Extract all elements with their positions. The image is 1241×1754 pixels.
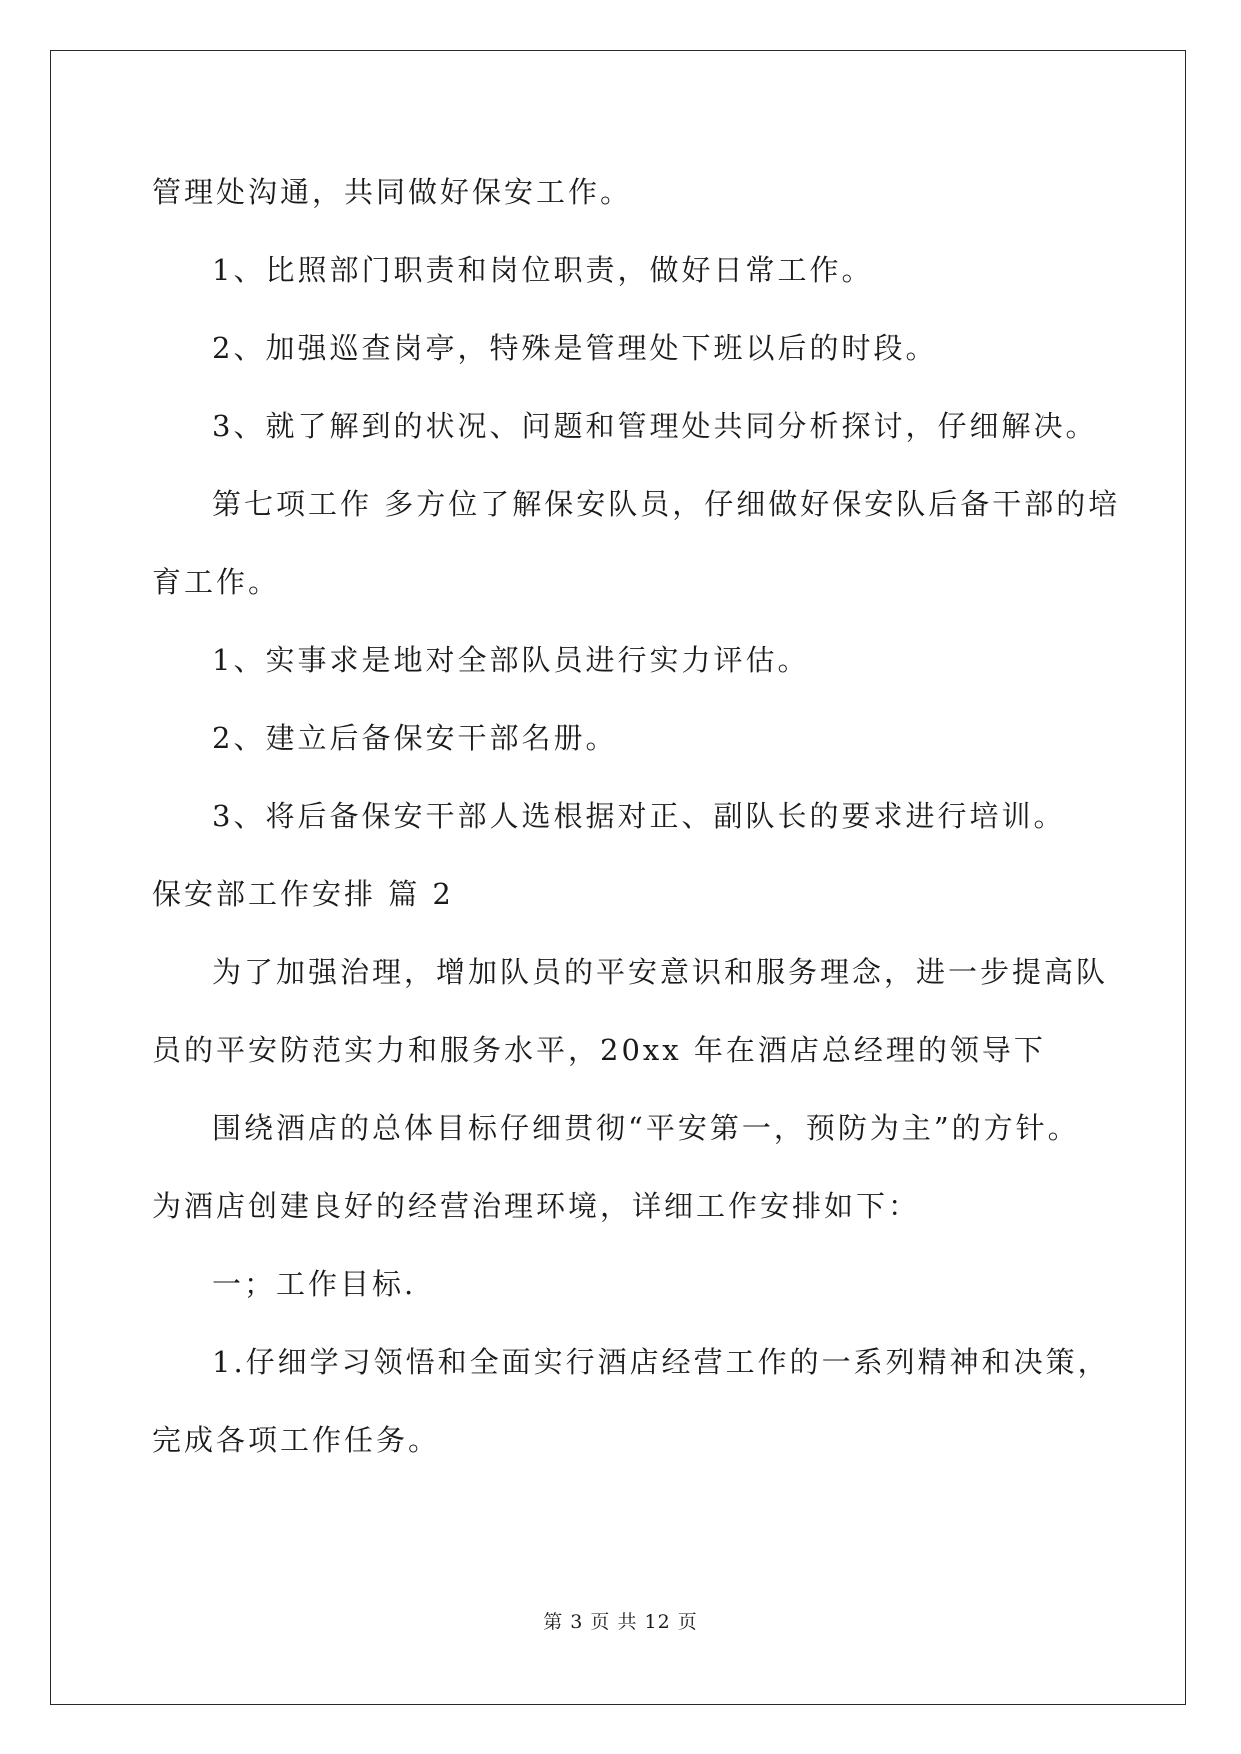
- text-line: 3、就了解到的状况、问题和管理处共同分析探讨，仔细解决。: [212, 409, 1098, 443]
- text-line: 第七项工作 多方位了解保安队员，仔细做好保安队后备干部的培: [212, 487, 1121, 521]
- text-line: 1、比照部门职责和岗位职责，做好日常工作。: [212, 253, 874, 287]
- text-line: 管理处沟通，共同做好保安工作。: [152, 175, 633, 209]
- text-line: 一；工作目标.: [212, 1267, 417, 1301]
- text-line: 2、加强巡查岗亭，特殊是管理处下班以后的时段。: [212, 331, 938, 365]
- text-line: 完成各项工作任务。: [152, 1423, 441, 1457]
- text-line: 2、建立后备保安干部名册。: [212, 721, 618, 755]
- text-line: 3、将后备保安干部人选根据对正、副队长的要求进行培训。: [212, 799, 1066, 833]
- section-heading: 保安部工作安排 篇 2: [152, 877, 454, 911]
- text-line: 1、实事求是地对全部队员进行实力评估。: [212, 643, 810, 677]
- text-line: 围绕酒店的总体目标仔细贯彻“平安第一，预防为主”的方针。: [212, 1111, 1080, 1145]
- text-line: 为酒店创建良好的经营治理环境，详细工作安排如下：: [152, 1189, 921, 1223]
- text-line: 育工作。: [152, 565, 281, 599]
- page-number: 第 3 页 共 12 页: [543, 1611, 698, 1633]
- text-line: 1.仔细学习领悟和全面实行酒店经营工作的一系列精神和决策，: [212, 1345, 1110, 1379]
- text-line: 员的平安防范实力和服务水平，20xx 年在酒店总经理的领导下: [152, 1033, 1046, 1067]
- text-line: 为了加强治理，增加队员的平安意识和服务理念，进一步提高队: [212, 955, 1109, 989]
